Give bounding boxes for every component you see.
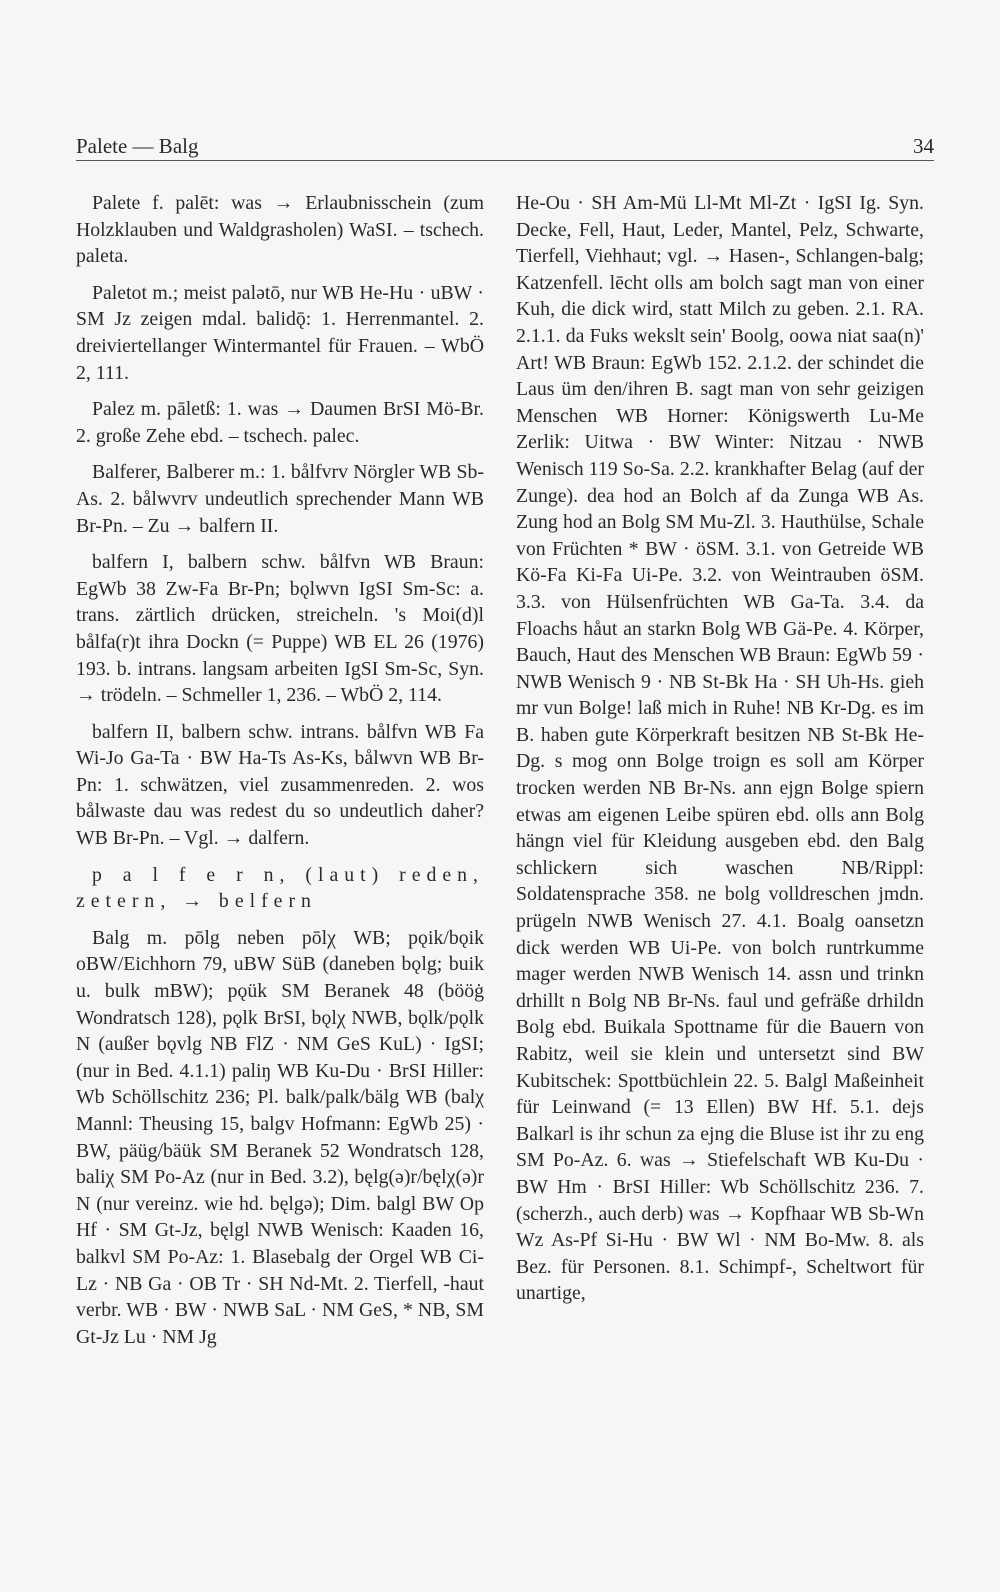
running-header bbox=[76, 134, 934, 159]
header-rule bbox=[76, 160, 934, 161]
entry-balg: Balg m. pōlg neben pōlχ WB; pǫik/bǫik oBW/Eichhorn 79, uBW SüB (daneben bǫlg; buik u. bulk mBW); pǫük SM Beranek 48 (bööġ Wondratsch 128), pǫlk BrSI, bǫlχ NWB, bǫlk/pǫlk N (außer bǫvlg NB FlZ · NM GeS KuL) · IgSI; (nur in Bed. 4.1.1) paliŋ WB Ku-Du · BrSI Hiller: Wb Schöllschitz 236; Pl. balk/palk/bälg WB (balχ Mannl: Theusing 15, balgv Hofmann: EgWb 25) · BW, päüg/bäük SM Beranek 52 Wondratsch 128, baliχ SM Po-Az (nur in Bed. 3.2), bęlg(ə)r/bęlχ(ə)r N (nur vereinz. wie hd. bęlgə); Dim. balgl BW Op Hf · SM Gt-Jz, bęlgl NWB Wenisch: Kaaden 16, balkvl SM Po-Az: 1. Blasebalg der Orgel WB Ci-Lz · NB Ga · OB Tr · SH Nd-Mt. 2. Tierfell, -haut verbr. WB · BW · NWB SaL · NM GeS, * NB, SM Gt-Jz Lu · NM Jg bbox=[76, 926, 484, 1348]
entry-palez: Palez m. pāletß: 1. was → Daumen BrSI Mö-Br. 2. große Zehe ebd. – tschech. palec. bbox=[76, 398, 484, 447]
entry-balg-continued: He-Ou · SH Am-Mü Ll-Mt Ml-Zt · IgSI Ig. Syn. Decke, Fell, Haut, Leder, Mantel, Pelz, Schwarte, Tierfell, Viehhaut; vgl. → Hasen-, Schlangen-balg; Katzenfell. lēcht olls am bolch sagt man von einer Kuh, die dick wird, statt Milch zu geben. 2.1. RA. 2.1.1. da Fuks wekslt sein' Boolg, oowa niat saa(n)' Art! WB Braun: EgWb 152. 2.1.2. der schindet die Laus üm den/ihren B. sagt man von sehr geizigen Menschen WB Horner: Königswerth Lu-Me Zerlik: Uitwa · BW Winter: Nitzau · NWB Wenisch 119 So-Sa. 2.2. krankhafter Belag (auf der Zunge). dea hod an Bolch af da Zunga WB As. Zung hod an Bolg SM Mu-Zl. 3. Hauthülse, Schale von Früchten * BW · öSM. 3.1. von Getreide WB Kö-Fa Ki-Fa Ui-Pe. 3.2. von Weintrauben öSM. 3.3. von Hülsenfrüchten WB Ga-Ta. 3.4. da Floachs håut an starkn Bolg WB Gä-Pe. 4. Körper, Bauch, Haut des Menschen WB Braun: EgWb 59 · NWB Wenisch 9 · NB St-Bk Ha · SH Uh-Hs. gieh mr vun Bolge! laß mich in Ruhe! NB Kr-Dg. es im B. haben gute Körperkraft besitzen NB St-Bk He-Dg. s mog onn Bolge troign es soll am Körper trocken werden NB Br-Ns. ann ejgn Bolge spiern etwas am eigenen Leibe spüren ebd. olls ann Bolg hängn viel für Kleidung ausgeben ebd. den Balg schlickern sich waschen NB/Rippl: Soldatensprache 358. ne bolg volldreschen jmdn. prügeln NWB Wenisch 27. 4.1. Boalg oansetzn dick werden WB Ui-Pe. von bolch runtrkumme mager werden NWB Wenisch 14. assn und trinkn drhillt n Bolg NB Br-Ns. faul und gefräße drhildn Bolg ebd. Buikala Spottname für die Bauern von Rabitz, weil sie klein und untersetzt sind BW Kubitschek: Spottbüchlein 22. 5. Balgl Maßeinheit für Leinwand (= 13 Ellen) BW Hf. 5.1. dejs Balkarl is ihr schun za ejng die Bluse ist ihr zu eng SM Po-Az. 6. was → Stiefelschaft WB Ku-Du · BW Hm · BrSI Hiller: Wb Schöllschitz 236. 7. (scherzh., auch derb) was → Kopfhaar WB Sb-Wn Wz As-Pf Si-Hu · BW Wl · NM Bo-Mw. 8. als Bez. für Personen. 8.1. Schimpf-, Scheltwort für unartige, bbox=[516, 192, 924, 1305]
entry-balfern-2: balfern II, balbern schw. intrans. bålfvn WB Fa Wi-Jo Ga-Ta · BW Ha-Ts As-Ks, bålwvn WB Br-Pn: 1. schwätzen, viel zusammenreden. 2. wos bålwaste dau was redest du so undeutlich daher? WB Br-Pn. – Vgl. → dalfern. bbox=[76, 720, 484, 850]
entry-palfern: p a l f e r n, (laut) reden, zetern, → belfern bbox=[76, 863, 484, 913]
page-number: 34 bbox=[913, 134, 934, 158]
entry-balferer: Balferer, Balberer m.: 1. bålfvrv Nörgler WB Sb-As. 2. bålwvrv undeutlich sprechender Mann WB Br-Pn. – Zu → balfern II. bbox=[76, 461, 484, 537]
entry-balfern-1: balfern I, balbern schw. bålfvn WB Braun: EgWb 38 Zw-Fa Br-Pn; bǫlwvn IgSI Sm-Sc: a. trans. zärtlich drücken, streicheln. 's Moi(d)l bålfa(r)t ihra Dockn (= Puppe) WB EL 26 (1976) 193. b. intrans. langsam arbeiten IgSI Sm-Sc, Syn. → trödeln. – Schmeller 1, 236. – WbÖ 2, 114. bbox=[76, 551, 484, 707]
right-column bbox=[516, 190, 924, 1307]
left-column bbox=[76, 190, 484, 1360]
entry-paletot: Paletot m.; meist palətō, nur WB He-Hu · uBW · SM Jz zeigen mdal. balidǭ: 1. Herrenmantel. 2. dreiviertellanger Wintermantel für Frauen. – WbÖ 2, 111. bbox=[76, 281, 484, 384]
page-title: Palete — Balg bbox=[76, 134, 199, 158]
entry-palete: Palete f. palēt: was → Erlaubnisschein (zum Holzklauben und Waldgrasholen) WaSI. – tschech. paleta. bbox=[76, 192, 484, 268]
